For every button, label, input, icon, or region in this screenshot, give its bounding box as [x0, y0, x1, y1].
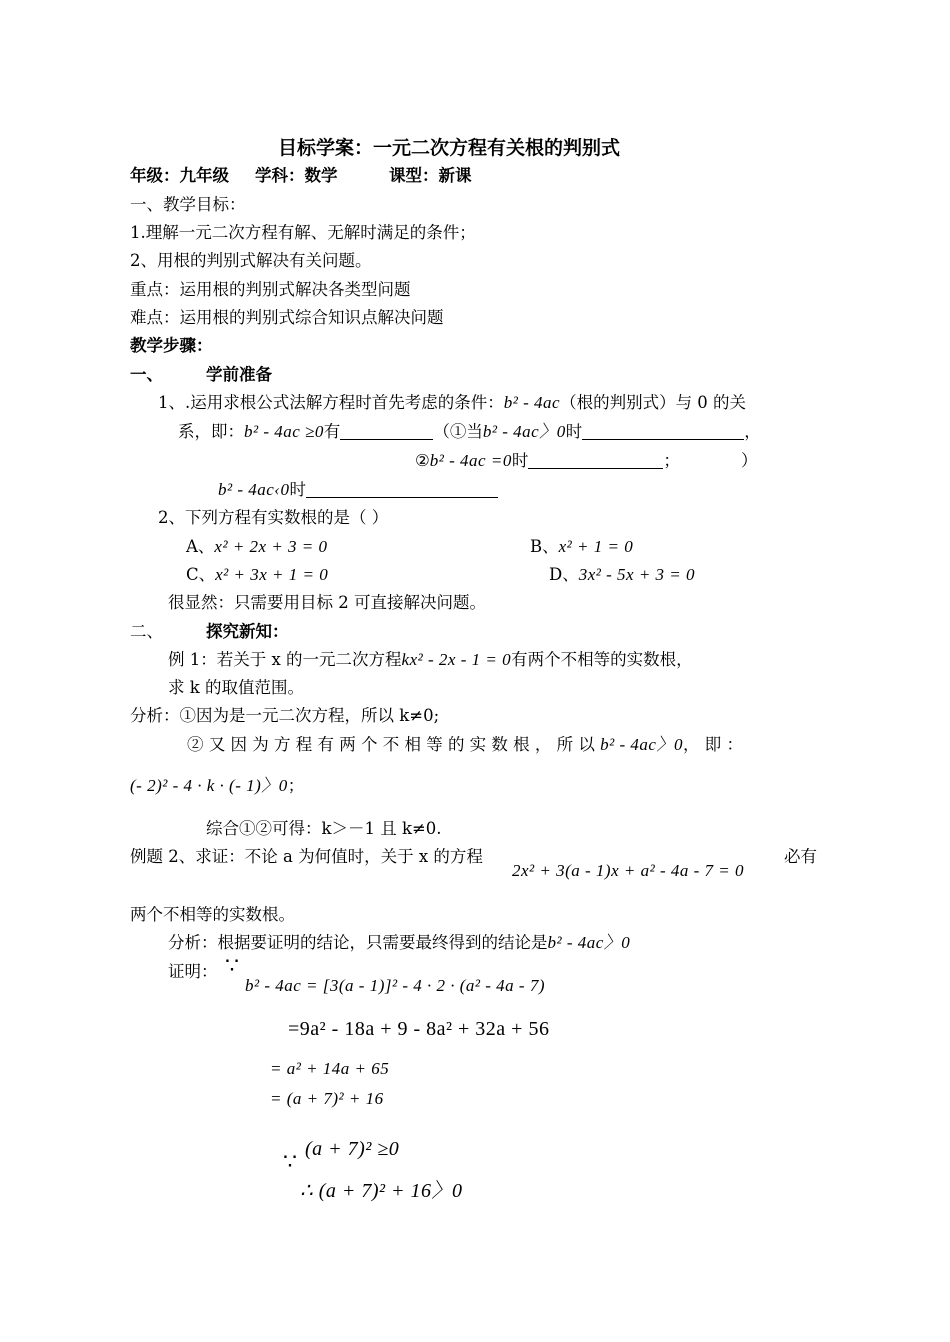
proof-label: 证明： — [168, 962, 218, 981]
example1-line1 — [168, 649, 693, 671]
q1-expr-gt0: b² - 4ac〉0 — [482, 422, 566, 441]
analysis-2-text-a: ② 又 因 为 方 程 有 两 个 不 相 等 的 实 数 根 ， 所 以 — [187, 735, 595, 754]
analysis-5 — [168, 932, 630, 954]
q1-expr-lt0: b² - 4ac‹0 — [218, 480, 290, 499]
analysis-4: 综合①②可得：k＞－1 且 k≠0. — [206, 819, 442, 838]
analysis-2-text-b: ， 即 ： — [682, 735, 743, 754]
because-symbol-2: ∵ — [283, 1150, 297, 1175]
q2-text: 2、下列方程有实数根的是（ ） — [158, 508, 389, 527]
option-c — [186, 564, 328, 586]
key-point: 重点：运用根的判别式解决各类型问题 — [130, 280, 411, 299]
example1-text-b: 有两个不相等的实数根， — [511, 650, 693, 669]
q1-text-i: 时 — [511, 451, 529, 470]
goals-heading: 一、教学目标： — [130, 195, 246, 214]
analysis-3-expr: (- 2)² - 4 · k · (- 1)〉0 — [130, 776, 288, 795]
q1-text-d: 有 — [323, 422, 341, 441]
option-b — [530, 536, 633, 558]
part2-number: 二、 — [130, 622, 163, 641]
proof-line-1: b² - 4ac = [3(a - 1)]² - 4 · 2 · (a² - 4a - 7) — [245, 976, 545, 995]
answer-blank-3[interactable] — [528, 452, 663, 469]
example1-text-a: 例 1：若关于 x 的一元二次方程 — [168, 650, 402, 669]
option-b-equation: x² + 1 = 0 — [558, 537, 634, 556]
proof-line-6: ∴ (a + 7)² + 16〉0 — [300, 1180, 463, 1202]
example1-equation: kx² - 2x - 1 = 0 — [401, 650, 512, 669]
proof-line-5: (a + 7)² ≥0 — [305, 1138, 400, 1160]
q1-close-paren: ） — [741, 451, 758, 470]
option-a-label: A、 — [186, 537, 215, 556]
option-d-equation: 3x² - 5x + 3 = 0 — [578, 565, 696, 584]
analysis-2-expr: b² - 4ac〉0 — [600, 735, 683, 754]
q1-line3 — [415, 450, 680, 472]
q1-expr-eq0: b² - 4ac =0 — [429, 451, 512, 470]
part1-heading: 学前准备 — [206, 365, 272, 384]
analysis-3 — [130, 775, 304, 797]
analysis-3-semicolon: ； — [287, 776, 305, 795]
q1-line4 — [218, 479, 498, 501]
meta-grade: 年级：九年级 — [130, 166, 229, 185]
answer-blank-4[interactable] — [306, 481, 498, 498]
goal-2: 2、用根的判别式解决有关问题。 — [130, 251, 372, 270]
q1-text-a: 1、.运用求根公式法解方程时首先考虑的条件： — [158, 393, 504, 412]
option-c-label: C、 — [186, 565, 216, 584]
meta-subject: 学科：数学 — [255, 166, 338, 185]
example1-line2: 求 k 的取值范围。 — [168, 678, 304, 697]
q1-text-h: ② — [415, 451, 430, 470]
q1-expr-discriminant: b² - 4ac — [503, 393, 561, 412]
q1-text-c: 系，即： — [178, 422, 244, 441]
option-a-equation: x² + 2x + 3 = 0 — [214, 537, 328, 556]
q1-text-j: ； — [663, 451, 680, 470]
analysis-5-expr: b² - 4ac〉0 — [547, 933, 631, 952]
example2-text-b: 必有 — [784, 847, 817, 866]
part1-number: 一、 — [130, 365, 163, 384]
example2-text-a: 例题 2、求证：不论 a 为何值时，关于 x 的方程 — [130, 847, 483, 866]
q1-line2 — [178, 421, 761, 443]
analysis-1: 分析：①因为是一元二次方程，所以 k≠0; — [130, 706, 440, 725]
goal-1: 1.理解一元二次方程有解、无解时满足的条件； — [130, 223, 476, 242]
q1-text-b: （根的判别式）与 0 的关 — [560, 393, 747, 412]
meta-type: 课型：新课 — [389, 166, 472, 185]
option-d — [549, 564, 695, 586]
proof-line-3: = a² + 14a + 65 — [270, 1059, 390, 1078]
answer-blank-1[interactable] — [340, 423, 433, 440]
q1-text-l: 时 — [289, 480, 306, 499]
difficult-point: 难点：运用根的判别式综合知识点解决问题 — [130, 308, 444, 327]
proof-line-4: = (a + 7)² + 16 — [270, 1089, 384, 1108]
page-title: 目标学案：一元二次方程有关根的判别式 — [278, 137, 621, 159]
option-c-equation: x² + 3x + 1 = 0 — [215, 565, 329, 584]
option-a — [186, 536, 328, 558]
proof-line-2: =9a² - 18a + 9 - 8a² + 32a + 56 — [288, 1018, 550, 1040]
analysis-2 — [187, 734, 743, 756]
option-b-label: B、 — [530, 537, 559, 556]
steps-heading: 教学步骤： — [130, 336, 213, 355]
example2-equation: 2x² + 3(a - 1)x + a² - 4a - 7 = 0 — [512, 861, 745, 880]
example2-line1 — [130, 846, 483, 868]
q1-text-e: （①当 — [433, 422, 483, 441]
example2-line2: 两个不相等的实数根。 — [130, 905, 295, 924]
answer-blank-2[interactable] — [582, 423, 744, 440]
q1-line1 — [158, 392, 746, 414]
part2-heading: 探究新知： — [206, 622, 289, 641]
option-d-label: D、 — [549, 565, 579, 584]
q2-note: 很显然：只需要用目标 2 可直接解决问题。 — [168, 593, 486, 612]
q1-expr-ge0: b² - 4ac ≥0 — [244, 422, 324, 441]
q1-text-g: ， — [744, 422, 761, 441]
because-symbol: ∵ — [225, 954, 239, 979]
analysis-5-text: 分析：根据要证明的结论，只需要最终得到的结论是 — [168, 933, 548, 952]
q1-text-f: 时 — [565, 422, 583, 441]
